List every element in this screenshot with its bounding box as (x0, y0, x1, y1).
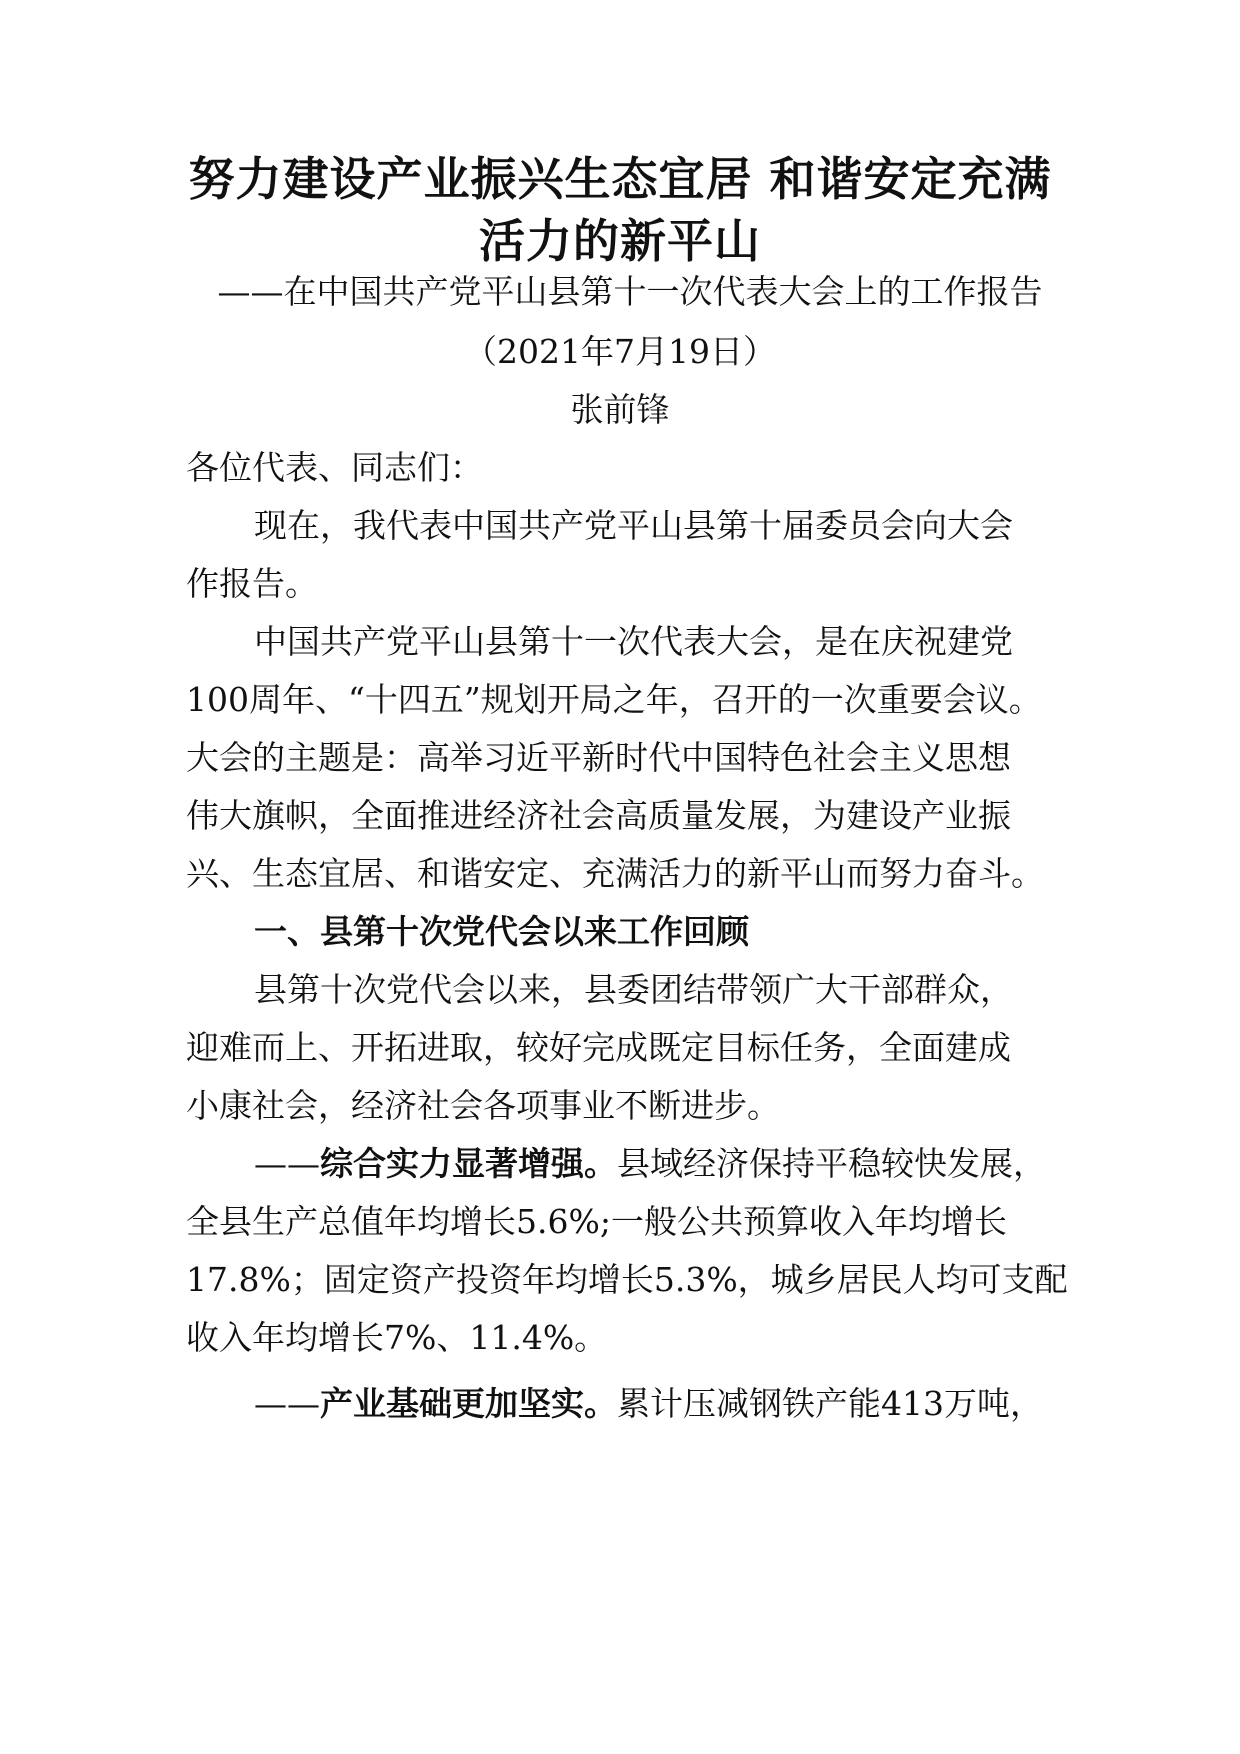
paragraph-5-first-line (254, 1382, 1043, 1426)
document-date: （2021年7月19日） (464, 332, 776, 371)
lead-continuation: 累计压减钢铁产能413万吨， (617, 1384, 1043, 1423)
paragraph-1-line: 现在，我代表中国共产党平山县第十届委员会向大会 (254, 506, 1013, 545)
paragraph-2-line: 大会的主题是：高举习近平新时代中国特色社会主义思想 (186, 738, 1011, 777)
lead-continuation: 县域经济保持平稳较快发展， (617, 1144, 1046, 1183)
paragraph-4-first-line (254, 1142, 1046, 1186)
paragraph-3-line: 迎难而上、开拓进取，较好完成既定目标任务，全面建成 (186, 1028, 1011, 1067)
document-title-line-1: 努力建设产业振兴生态宜居 和谐安定充满 (188, 152, 1052, 206)
paragraph-3-line: 小康社会，经济社会各项事业不断进步。 (186, 1086, 780, 1125)
em-dash: —— (254, 1144, 320, 1183)
section-heading: 一、县第十次党代会以来工作回顾 (254, 912, 749, 951)
em-dash: —— (254, 1384, 320, 1423)
paragraph-4-line: 收入年均增长7%、11.4%。 (186, 1318, 608, 1357)
paragraph-4-line: 17.8%；固定资产投资年均增长5.3%，城乡居民人均可支配 (186, 1260, 1068, 1299)
paragraph-3-line: 县第十次党代会以来，县委团结带领广大干部群众， (254, 970, 1013, 1009)
bold-lead: 综合实力显著增强。 (320, 1144, 617, 1183)
paragraph-4-line: 全县生产总值年均增长5.6%;一般公共预算收入年均增长 (186, 1202, 1007, 1241)
paragraph-2-line: 伟大旗帜，全面推进经济社会高质量发展，为建设产业振 (186, 796, 1011, 835)
salutation: 各位代表、同志们： (186, 448, 483, 487)
paragraph-2-line: 中国共产党平山县第十一次代表大会，是在庆祝建党 (254, 622, 1013, 661)
bold-lead: 产业基础更加坚实。 (320, 1384, 617, 1423)
document-author: 张前锋 (570, 390, 670, 429)
paragraph-1-line: 作报告。 (186, 564, 318, 603)
paragraph-2-line: 兴、生态宜居、和谐安定、充满活力的新平山而努力奋斗。 (186, 854, 1044, 893)
document-title-line-2: 活力的新平山 (479, 214, 761, 268)
paragraph-2-line: 100周年、“十四五”规划开局之年，召开的一次重要会议。 (186, 680, 1042, 719)
document-subtitle: ——在中国共产党平山县第十一次代表大会上的工作报告 (217, 272, 1043, 311)
